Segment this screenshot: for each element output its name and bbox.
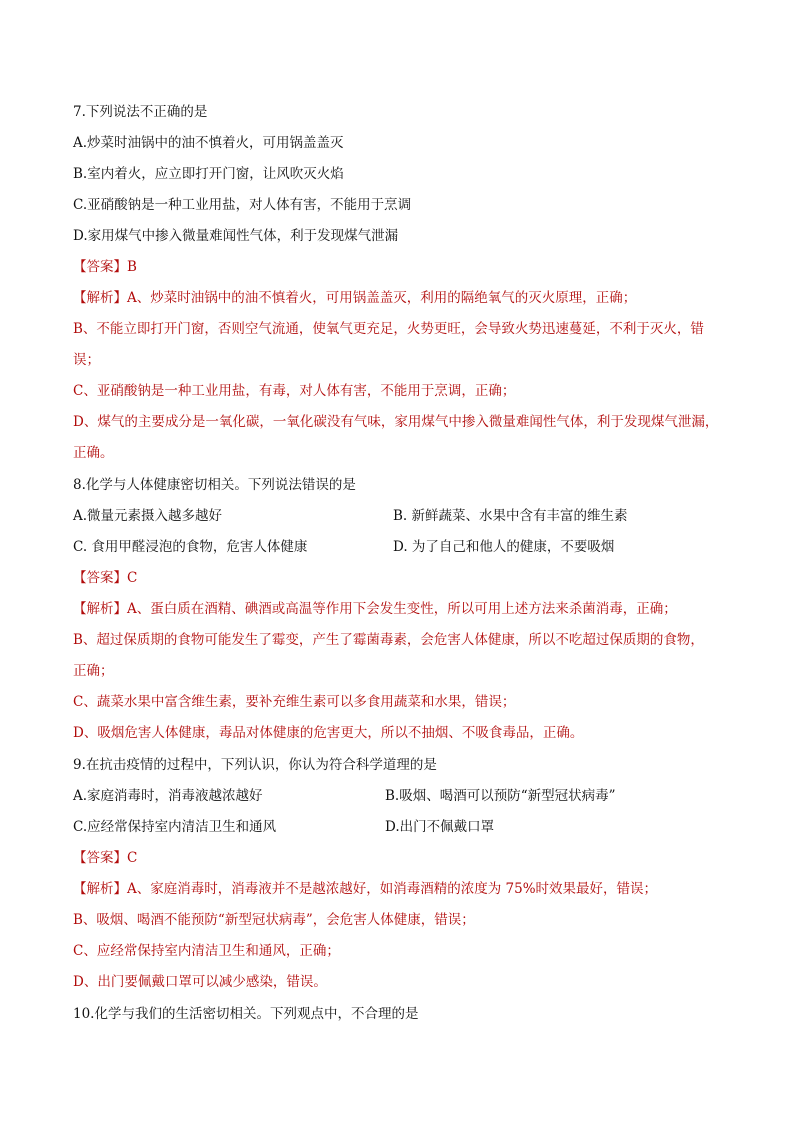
analysis-text: A、炒菜时油锅中的油不慎着火，可用锅盖盖灭，利用的隔绝氧气的灭火原理，正确； (127, 290, 637, 306)
analysis-text: A、蛋白质在酒精、碘酒或高温等作用下会发生变性，所以可用上述方法来杀菌消毒，正确； (127, 601, 677, 617)
analysis-tag: 【解析】 (73, 601, 127, 617)
question-8-option-d: D. 为了自己和他人的健康，不要吸烟 (393, 539, 615, 555)
question-7-analysis-b: B、不能立即打开门窗，否则空气流通，使氧气更充足，火势更旺，会导致火势迅速蔓延，不利于灭火，错 (73, 321, 704, 337)
question-7-answer: 【答案】B (73, 259, 137, 275)
question-8-option-b: B. 新鲜蔬菜、水果中含有丰富的维生素 (393, 508, 628, 524)
question-7-option-a: A.炒菜时油锅中的油不慎着火，可用锅盖盖灭 (73, 135, 344, 151)
question-7-analysis-a (73, 288, 636, 308)
question-7-option-b: B.室内着火，应立即打开门窗，让风吹灭火焰 (73, 166, 344, 182)
question-8-answer: 【答案】C (73, 570, 138, 586)
question-8-analysis-c: C、蔬菜水果中富含维生素，要补充维生素可以多食用蔬菜和水果，错误； (73, 694, 516, 710)
question-9-analysis-d: D、出门要佩戴口罩可以减少感染，错误。 (73, 974, 327, 990)
question-8-analysis-d: D、吸烟危害人体健康，毒品对体健康的危害更大，所以不抽烟、不吸食毒品，正确。 (73, 725, 584, 741)
question-9-analysis-b: B、吸烟、喝酒不能预防“新型冠状病毒”，会危害人体健康，错误； (73, 912, 475, 928)
question-7-stem: 7.下列说法不正确的是 (73, 104, 208, 120)
analysis-tag: 【解析】 (73, 881, 127, 897)
question-7-option-c: C.亚硝酸钠是一种工业用盐，对人体有害，不能用于烹调 (73, 197, 412, 213)
question-9-option-a: A.家庭消毒时，消毒液越浓越好 (73, 788, 263, 804)
question-7-analysis-c: C、亚硝酸钠是一种工业用盐，有毒，对人体有害，不能用于烹调，正确； (73, 383, 516, 399)
question-7-analysis-d-cont: 正确。 (73, 445, 114, 461)
question-9-analysis-c: C、应经常保持室内清洁卫生和通风，正确； (73, 943, 340, 959)
question-8-analysis-b: B、超过保质期的食物可能发生了霉变，产生了霉菌毒素，会危害人体健康，所以不吃超过保质期的食物， (73, 632, 704, 648)
question-9-answer: 【答案】C (73, 850, 138, 866)
analysis-tag: 【解析】 (73, 290, 127, 306)
question-7-analysis-b-cont: 误； (73, 352, 100, 368)
question-9-option-c: C.应经常保持室内清洁卫生和通风 (73, 819, 277, 835)
question-9-option-b: B.吸烟、喝酒可以预防“新型冠状病毒” (385, 788, 616, 804)
question-7-analysis-d: D、煤气的主要成分是一氧化碳，一氧化碳没有气味，家用煤气中掺入微量难闻性气体，利于发现煤气泄漏， (73, 414, 719, 430)
question-9-stem: 9.在抗击疫情的过程中，下列认识，你认为符合科学道理的是 (73, 757, 437, 773)
question-10-stem: 10.化学与我们的生活密切相关。下列观点中，不合理的是 (73, 1006, 419, 1022)
question-9-option-d: D.出门不佩戴口罩 (385, 819, 495, 835)
question-9-analysis-a (73, 879, 657, 899)
question-8-analysis-b-cont: 正确； (73, 663, 114, 679)
question-8-option-a: A.微量元素摄入越多越好 (73, 508, 223, 524)
question-8-analysis-a (73, 599, 677, 619)
question-8-stem: 8.化学与人体健康密切相关。下列说法错误的是 (73, 477, 356, 493)
question-8-option-c: C. 食用甲醛浸泡的食物，危害人体健康 (73, 539, 308, 555)
question-7-option-d: D.家用煤气中掺入微量难闻性气体，利于发现煤气泄漏 (73, 228, 399, 244)
analysis-text: A、家庭消毒时，消毒液并不是越浓越好，如消毒酒精的浓度为 75%时效果最好，错误； (127, 881, 658, 897)
